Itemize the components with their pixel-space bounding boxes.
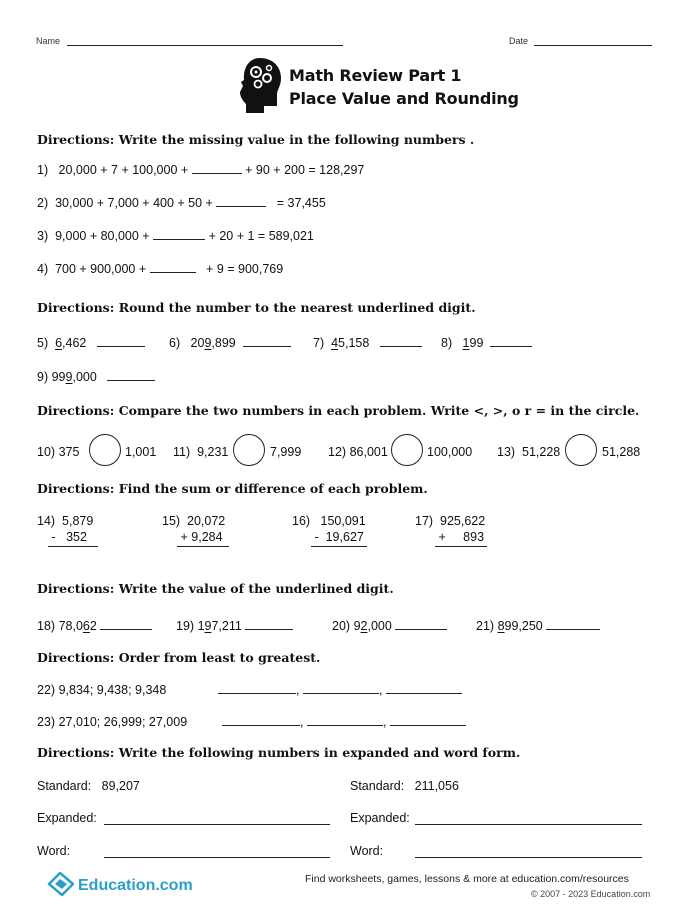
expanded-left-label: Expanded: [37, 811, 97, 825]
compare-circle-13[interactable] [565, 434, 597, 466]
education-logo-text: Education.com [78, 877, 193, 894]
title-line-1: Math Review Part 1 [289, 66, 462, 85]
answer-blank-9[interactable] [107, 380, 155, 381]
name-line[interactable] [67, 45, 343, 46]
problem-15: 15) 20,072 [162, 514, 226, 528]
question-4: 4) 700 + 900,000 + + 9 = 900,769 [37, 262, 284, 276]
answer-blank-7[interactable] [380, 346, 422, 347]
question-21: 21) 899,250 [476, 619, 600, 633]
question-1: 1) 20,000 + 7 + 100,000 + + 90 + 200 = 128,297 [37, 163, 365, 177]
answer-blank-4[interactable] [150, 272, 196, 273]
answer-blank-6[interactable] [243, 346, 291, 347]
question-5: 5) 6,462 [37, 336, 145, 350]
order-23-values: 23) 27,010; 26,999; 27,009 [37, 715, 188, 729]
answer-blank-5[interactable] [97, 346, 145, 347]
problem-14-bottom: - 352 [48, 530, 98, 547]
question-6: 6) 209,899 [169, 336, 291, 350]
expanded-right-line[interactable] [415, 824, 642, 825]
order-22-blank-1[interactable] [218, 693, 296, 694]
directions-5: Directions: Write the value of the underlined digit. [37, 581, 394, 596]
question-3: 3) 9,000 + 80,000 + + 20 + 1 = 589,021 [37, 229, 314, 243]
answer-blank-20[interactable] [395, 629, 447, 630]
problem-14: 14) 5,879 [37, 514, 94, 528]
directions-7: Directions: Write the following numbers in expanded and word form. [37, 745, 521, 760]
order-23-answers: , , [222, 715, 466, 729]
answer-blank-19[interactable] [245, 629, 293, 630]
problem-16-bottom: - 19,627 [311, 530, 367, 547]
order-22-answers: , , [218, 683, 462, 697]
standard-left: Standard: 89,207 [37, 779, 140, 793]
compare-13-right: 51,288 [602, 445, 641, 459]
expanded-left-line[interactable] [104, 824, 330, 825]
footer-tagline: Find worksheets, games, lessons & more at education.com/resources [305, 873, 629, 885]
compare-11: 11) 9,231 [173, 445, 229, 459]
question-2: 2) 30,000 + 7,000 + 400 + 50 + = 37,455 [37, 196, 326, 210]
compare-13: 13) 51,228 [497, 445, 561, 459]
head-gears-icon [238, 56, 284, 114]
question-8: 8) 199 [441, 336, 532, 350]
standard-right: Standard: 211,056 [350, 779, 459, 793]
compare-circle-12[interactable] [391, 434, 423, 466]
expanded-right-label: Expanded: [350, 811, 410, 825]
compare-12-right: 100,000 [427, 445, 473, 459]
word-left-line[interactable] [104, 857, 330, 858]
order-23-blank-3[interactable] [390, 725, 466, 726]
order-22-blank-2[interactable] [303, 693, 379, 694]
compare-10: 10) 375 [37, 445, 80, 459]
compare-10-right: 1,001 [125, 445, 157, 459]
directions-1: Directions: Write the missing value in the following numbers . [37, 132, 475, 147]
date-line[interactable] [534, 45, 652, 46]
question-18: 18) 78,062 [37, 619, 152, 633]
question-7: 7) 45,158 [313, 336, 422, 350]
problem-17-bottom: + 893 [435, 530, 487, 547]
word-right-label: Word: [350, 844, 384, 858]
word-left-label: Word: [37, 844, 71, 858]
order-22-blank-3[interactable] [386, 693, 462, 694]
word-right-line[interactable] [415, 857, 642, 858]
compare-circle-10[interactable] [89, 434, 121, 466]
directions-3: Directions: Compare the two numbers in each problem. Write <, >, o r = in the circle. [37, 403, 640, 418]
question-20: 20) 92,000 [332, 619, 447, 633]
directions-2: Directions: Round the number to the nearest underlined digit. [37, 300, 476, 315]
problem-16: 16) 150,091 [292, 514, 366, 528]
compare-circle-11[interactable] [233, 434, 265, 466]
footer-copyright: © 2007 - 2023 Education.com [531, 889, 651, 899]
answer-blank-8[interactable] [490, 346, 532, 347]
question-19: 19) 197,211 [176, 619, 293, 633]
education-logo-icon [46, 870, 76, 896]
date-label: Date [509, 36, 529, 46]
name-label: Name [36, 36, 61, 46]
directions-4: Directions: Find the sum or difference of each problem. [37, 481, 428, 496]
title-line-2: Place Value and Rounding [289, 89, 519, 108]
order-23-blank-1[interactable] [222, 725, 300, 726]
answer-blank-21[interactable] [546, 629, 600, 630]
answer-blank-18[interactable] [100, 629, 152, 630]
answer-blank-3[interactable] [153, 239, 205, 240]
order-23-blank-2[interactable] [307, 725, 383, 726]
directions-6: Directions: Order from least to greatest. [37, 650, 321, 665]
answer-blank-2[interactable] [216, 206, 266, 207]
problem-15-bottom: + 9,284 [177, 530, 229, 547]
question-9: 9) 999,000 [37, 370, 155, 384]
problem-17: 17) 925,622 [415, 514, 486, 528]
compare-11-right: 7,999 [270, 445, 302, 459]
answer-blank-1[interactable] [192, 173, 242, 174]
compare-12: 12) 86,001 [328, 445, 388, 459]
order-22-values: 22) 9,834; 9,438; 9,348 [37, 683, 167, 697]
